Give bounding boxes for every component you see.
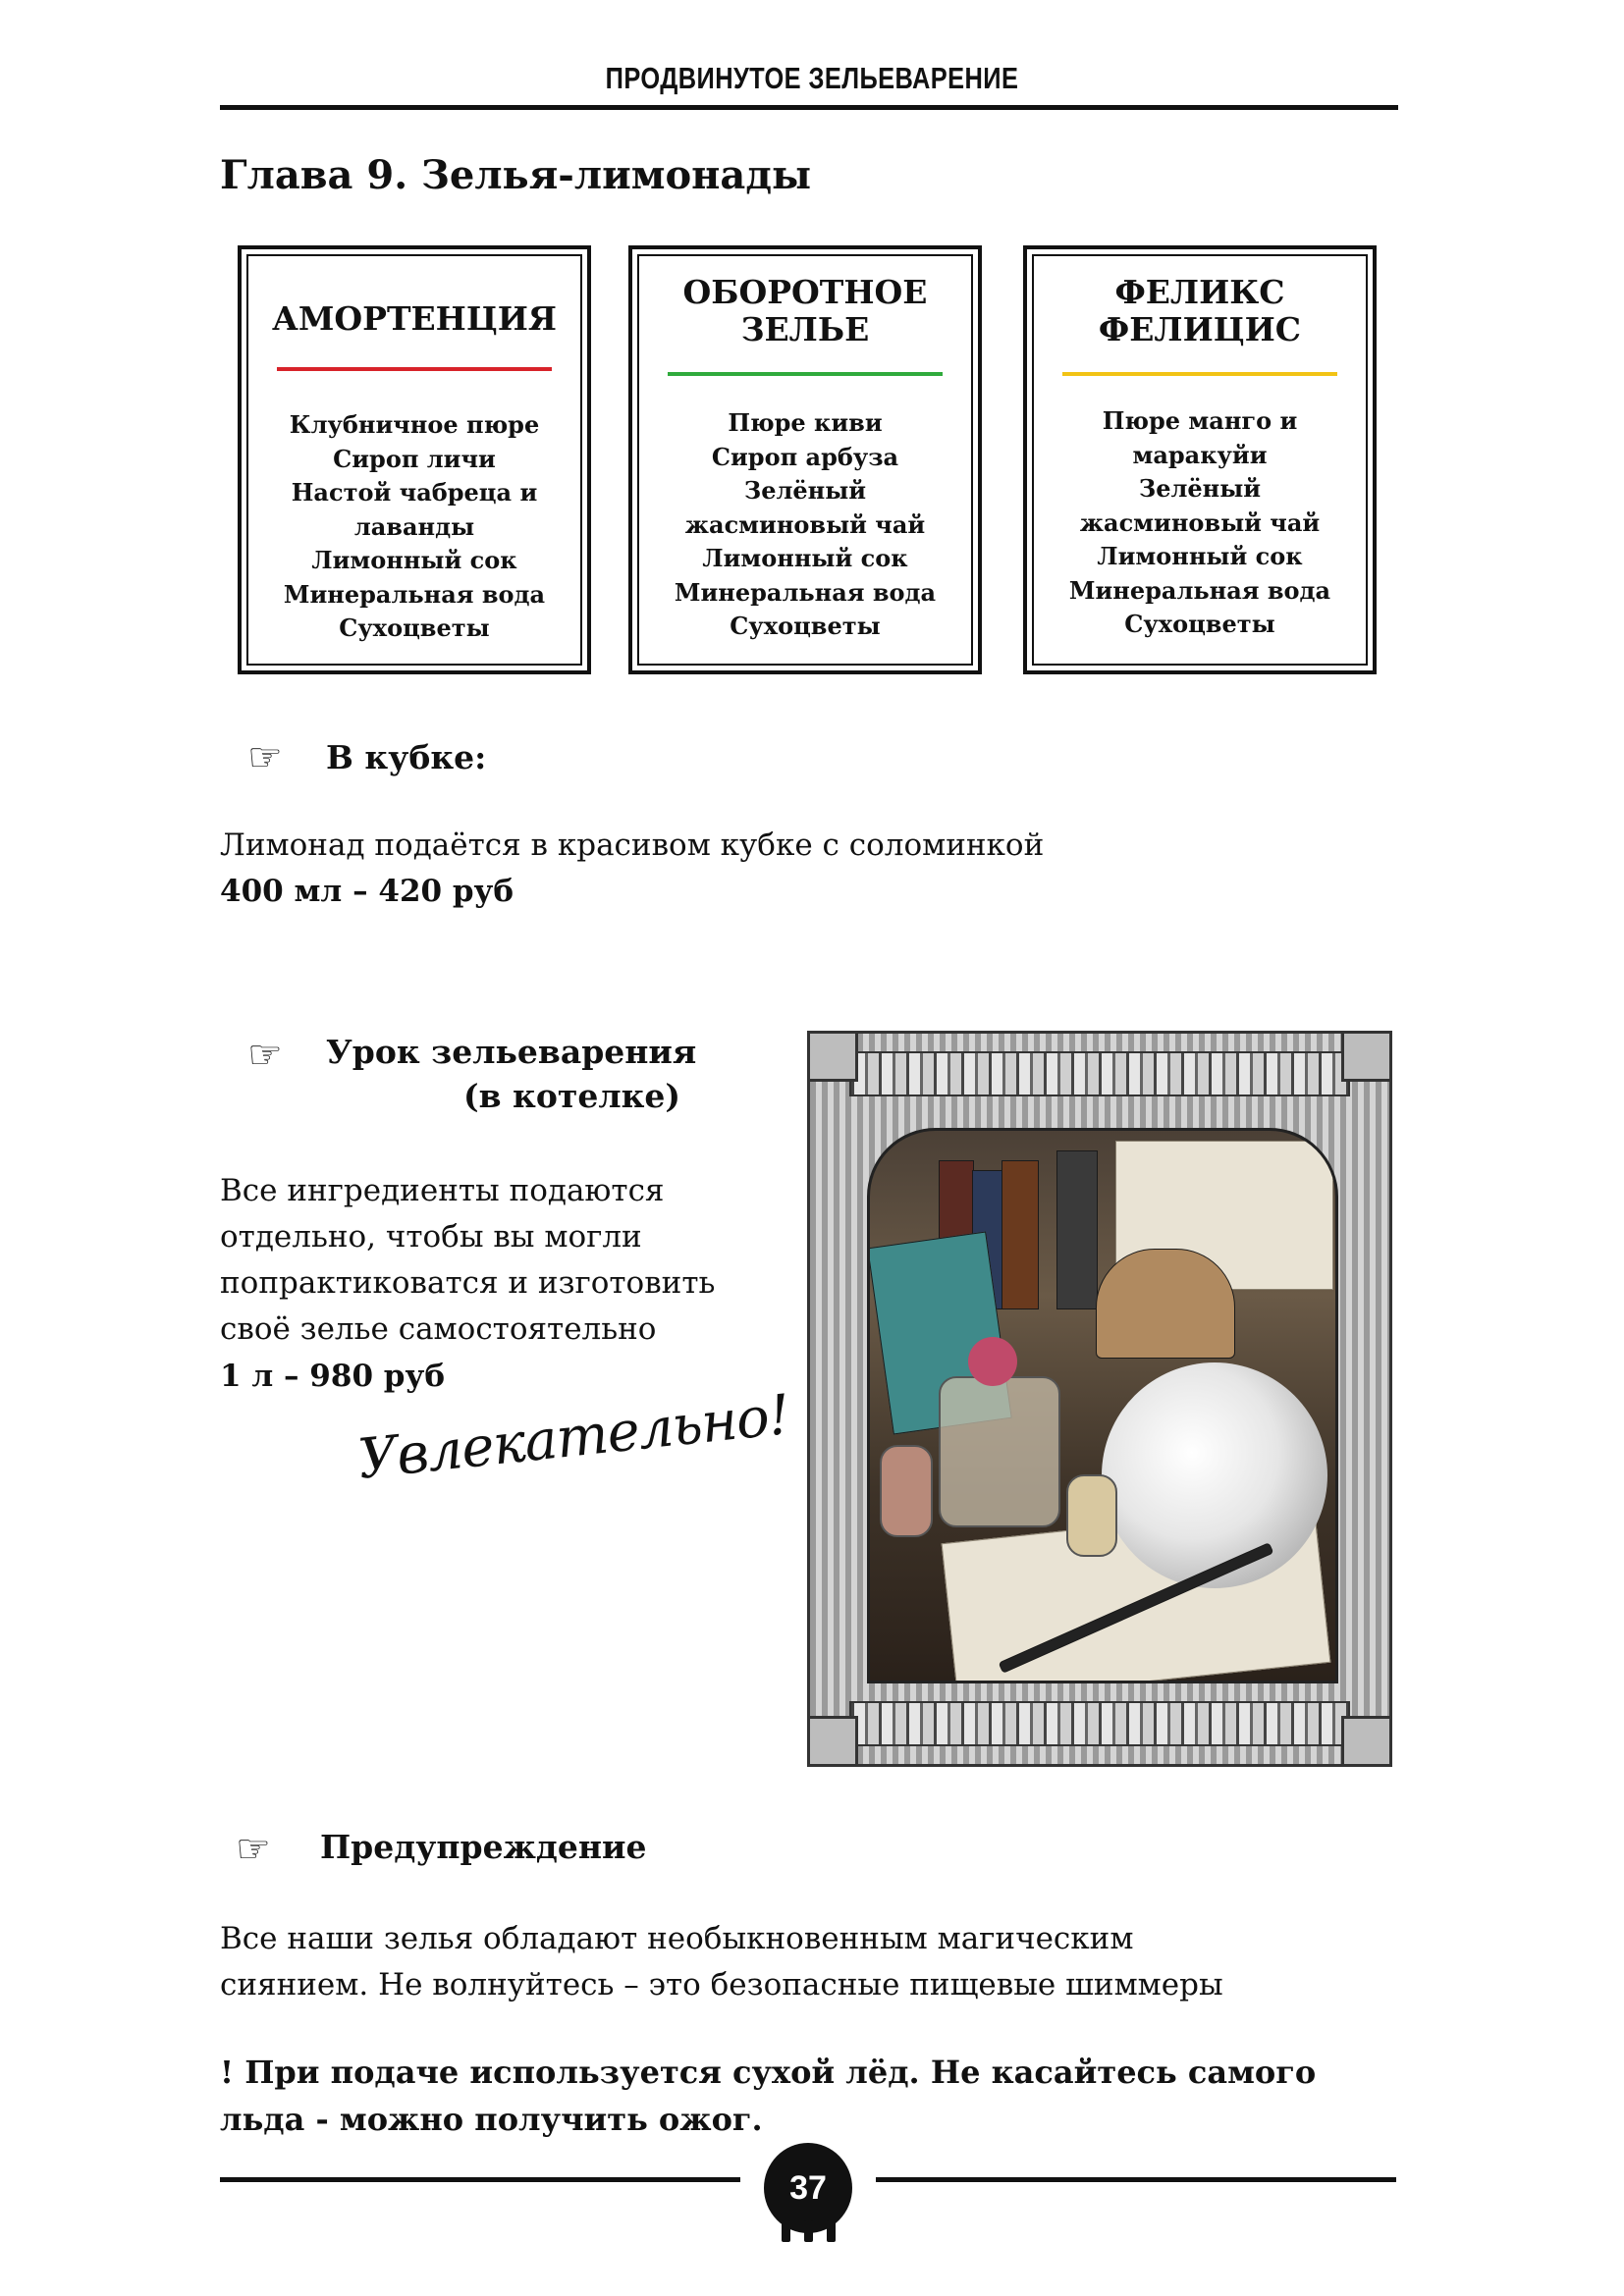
open-book	[1096, 1249, 1235, 1359]
dry-ice-alert-line: льда - можно получить ожог.	[220, 2101, 763, 2138]
ingredient: Лимонный сок	[702, 544, 908, 572]
ingredient-list	[1027, 404, 1373, 642]
goblet-description: Лимонад подаётся в красивом кубке с соломинкой	[220, 828, 1045, 863]
glass-bowl	[1102, 1362, 1327, 1588]
section-heading-warning: Предупреждение	[320, 1828, 647, 1866]
potion-bottle	[1066, 1474, 1117, 1557]
ingredient: Пюре киви	[728, 408, 883, 437]
ingredient: Сухоцветы	[339, 614, 490, 642]
chapter-title: Глава 9. Зелья-лимонады	[220, 152, 812, 198]
warning-text-line: Все наши зелья обладают необыкновенным магическим	[220, 1921, 1134, 1956]
warning-text-line: сиянием. Не волнуйтесь – это безопасные пищевые шиммеры	[220, 1967, 1223, 2002]
ingredient: Сироп арбуза	[711, 442, 899, 471]
dry-ice-alert-line: ! При подаче используется сухой лёд. Не касайтесь самого	[220, 2054, 1317, 2091]
framed-photo	[807, 1031, 1392, 1767]
frame-corner	[1341, 1716, 1392, 1767]
ingredient: Сухоцветы	[730, 612, 881, 640]
book	[1001, 1160, 1039, 1309]
frame-top-band	[849, 1051, 1350, 1096]
card-title: АМОРТЕНЦИЯ	[271, 299, 558, 338]
ingredient: Сироп личи	[333, 444, 496, 473]
ingredient-list	[632, 406, 978, 644]
section-heading-lesson: Урок зельеварения	[326, 1033, 697, 1071]
card-accent-rule	[668, 372, 943, 376]
lesson-price: 1 л – 980 руб	[220, 1359, 446, 1394]
ingredient: маракуйи	[1132, 440, 1268, 469]
potion-bottle	[880, 1445, 933, 1537]
cauldron-leg	[804, 2220, 813, 2242]
cauldron-leg	[827, 2220, 836, 2242]
recipe-card-felix-felicis	[1023, 245, 1377, 674]
ingredient: Зелёный	[1138, 474, 1262, 503]
ingredient: жасминовый чай	[1079, 507, 1321, 537]
ingredient: лаванды	[353, 511, 475, 541]
frame-corner	[1341, 1031, 1392, 1082]
ingredient: Лимонный сок	[311, 546, 517, 574]
ingredient: Минеральная вода	[1068, 575, 1331, 605]
ingredient: Пюре манго и	[1102, 406, 1298, 435]
ingredient-list	[242, 408, 587, 646]
header-rule	[220, 105, 1398, 110]
pointing-hand-icon: ☞	[247, 1033, 283, 1078]
cauldron-leg	[782, 2220, 790, 2242]
section-subheading-lesson: (в котелке)	[463, 1077, 681, 1115]
ingredient: жасминовый чай	[684, 509, 926, 539]
recipe-card-amortentia	[238, 245, 591, 674]
footer-rule-left	[220, 2177, 740, 2182]
frame-bottom-band	[849, 1701, 1350, 1746]
lesson-description-line: отдельно, чтобы вы могли	[220, 1219, 642, 1255]
ingredient: Сухоцветы	[1124, 610, 1275, 638]
handwritten-signature: Увлекательно!	[354, 1383, 793, 1492]
ingredient: Лимонный сок	[1097, 542, 1303, 570]
card-title: ОБОРОТНОЕ ЗЕЛЬЕ	[682, 273, 928, 348]
ingredient: Минеральная вода	[674, 577, 937, 607]
lesson-description-line: попрактиковатся и изготовить	[220, 1265, 716, 1301]
potion-photo	[867, 1128, 1338, 1683]
recipe-card-polyjuice	[628, 245, 982, 674]
frame-corner	[807, 1716, 858, 1767]
pointing-hand-icon: ☞	[247, 735, 283, 780]
goblet-price: 400 мл – 420 руб	[220, 874, 514, 909]
ingredient: Клубничное пюре	[289, 410, 540, 439]
pointing-hand-icon: ☞	[236, 1827, 271, 1872]
potion-bottle	[939, 1376, 1060, 1527]
ingredient: Минеральная вода	[283, 579, 546, 609]
frame-corner	[807, 1031, 858, 1082]
running-header: ПРОДВИНУТОЕ ЗЕЛЬЕВАРЕНИЕ	[605, 61, 1019, 95]
lesson-description-line: своё зелье самостоятельно	[220, 1311, 657, 1347]
footer-rule-right	[876, 2177, 1396, 2182]
lesson-description-line: Все ингредиенты подаются	[220, 1173, 665, 1208]
book	[1056, 1150, 1098, 1309]
card-accent-rule	[277, 367, 552, 371]
ingredient: Настой чабреца и	[291, 478, 538, 507]
bottle-stopper	[968, 1337, 1017, 1386]
section-heading-goblet: В кубке:	[326, 738, 487, 776]
card-accent-rule	[1062, 372, 1337, 376]
ingredient: Зелёный	[743, 476, 867, 505]
page-number: 37	[789, 2169, 827, 2207]
card-title: ФЕЛИКС ФЕЛИЦИС	[1098, 273, 1302, 348]
